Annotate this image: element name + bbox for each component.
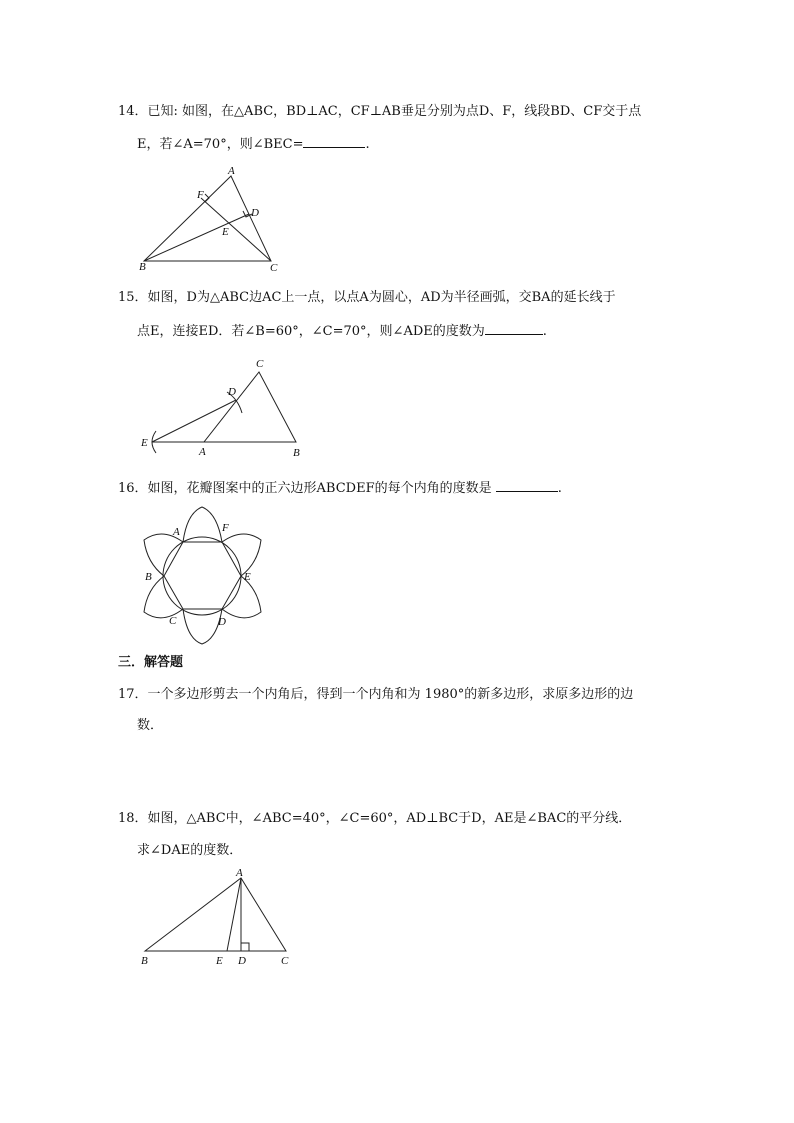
q15-line1 <box>118 289 616 307</box>
q16-answer-blank[interactable] <box>496 478 558 492</box>
q17-text-1: 一个多边形剪去一个内角后，得到一个内角和为 1980°的新多边形，求原多边形的边 <box>147 687 634 702</box>
q18-label-e: E <box>216 955 223 967</box>
q16-period: . <box>557 481 562 496</box>
q15-line2 <box>137 321 547 341</box>
q18-figure <box>135 865 305 970</box>
q15-answer-blank[interactable] <box>485 321 543 335</box>
q14-segment-cf <box>201 198 271 261</box>
q14-line2 <box>137 134 370 154</box>
q18-triangle <box>145 878 286 951</box>
q14-label-a: A <box>228 165 235 177</box>
q15-triangle <box>204 372 296 442</box>
q14-right-angle-f <box>205 194 209 202</box>
q15-label-d: D <box>228 386 236 398</box>
q18-text-2: 求∠DAE的度数． <box>137 843 243 858</box>
q17-text-2: 数． <box>137 718 164 733</box>
q15-text-1: 如图，D为△ABC边AC上一点，以点A为圆心，AD为半径画弧，交BA的延长线于 <box>147 290 616 305</box>
q15-label-b: B <box>293 447 300 459</box>
q15-label-e: E <box>141 437 148 449</box>
q16-hexagon <box>164 542 241 609</box>
q15-label-a: A <box>199 446 206 458</box>
q16-label-a: A <box>173 526 180 538</box>
q16-petal-lower-right <box>222 576 261 618</box>
q18-label-b: B <box>141 955 148 967</box>
q17-line2 <box>137 717 163 735</box>
q16-label-c: C <box>169 615 177 627</box>
q18-label-c: C <box>281 955 289 967</box>
q18-label-a: A <box>236 867 243 879</box>
q14-label-f: F <box>197 189 204 201</box>
q18-line1 <box>118 810 631 828</box>
q14-segment-bd <box>144 214 249 261</box>
q16-label-f: F <box>222 522 229 534</box>
q18-right-angle-d <box>241 943 249 951</box>
q16-text-1: 如图，花瓣图案中的正六边形ABCDEF的每个内角的度数是 <box>147 481 492 496</box>
q16-petal-bottom <box>183 609 222 644</box>
q14-label-e: E <box>222 226 229 238</box>
q17-line1 <box>118 686 633 704</box>
q14-answer-blank[interactable] <box>303 134 365 148</box>
q18-line2 <box>137 842 242 860</box>
q16-number: 16． <box>118 481 148 496</box>
q18-number: 18． <box>118 811 148 826</box>
q16-label-d: D <box>218 616 226 628</box>
q14-label-d: D <box>251 207 259 219</box>
q14-label-c: C <box>270 262 278 274</box>
q15-period: . <box>542 324 547 339</box>
q18-segment-ae <box>227 878 241 951</box>
q16-petal-upper-right <box>222 534 261 576</box>
q18-label-d: D <box>238 955 246 967</box>
q15-number: 15． <box>118 290 148 305</box>
q16-circle <box>163 537 241 615</box>
q14-text-1: 已知: 如图，在△ABC，BD⊥AC，CF⊥AB垂足分别为点D、F，线段BD、CF交于点 <box>147 104 642 119</box>
q16-line1 <box>118 478 562 498</box>
q15-label-c: C <box>256 358 264 370</box>
q14-period: . <box>365 137 370 152</box>
section-heading: 三．解答题 <box>118 655 184 670</box>
q15-text-2: 点E，连接ED．若∠B=60°，∠C=70°，则∠ADE的度数为 <box>137 324 485 339</box>
q17-number: 17． <box>118 687 148 702</box>
q14-text-2: E，若∠A=70°，则∠BEC= <box>137 137 304 152</box>
q14-figure <box>135 160 295 280</box>
q16-label-b: B <box>145 571 152 583</box>
q15-segment-ed <box>152 400 236 442</box>
q18-text-1: 如图，△ABC中，∠ABC=40°，∠C=60°，AD⊥BC于D，AE是∠BAC的平分线． <box>147 811 632 826</box>
q14-line1 <box>118 103 641 121</box>
q16-label-e: E <box>244 571 251 583</box>
q14-label-b: B <box>139 261 146 273</box>
q14-number: 14． <box>118 104 148 119</box>
q15-figure <box>135 352 315 462</box>
q16-figure <box>135 505 270 645</box>
